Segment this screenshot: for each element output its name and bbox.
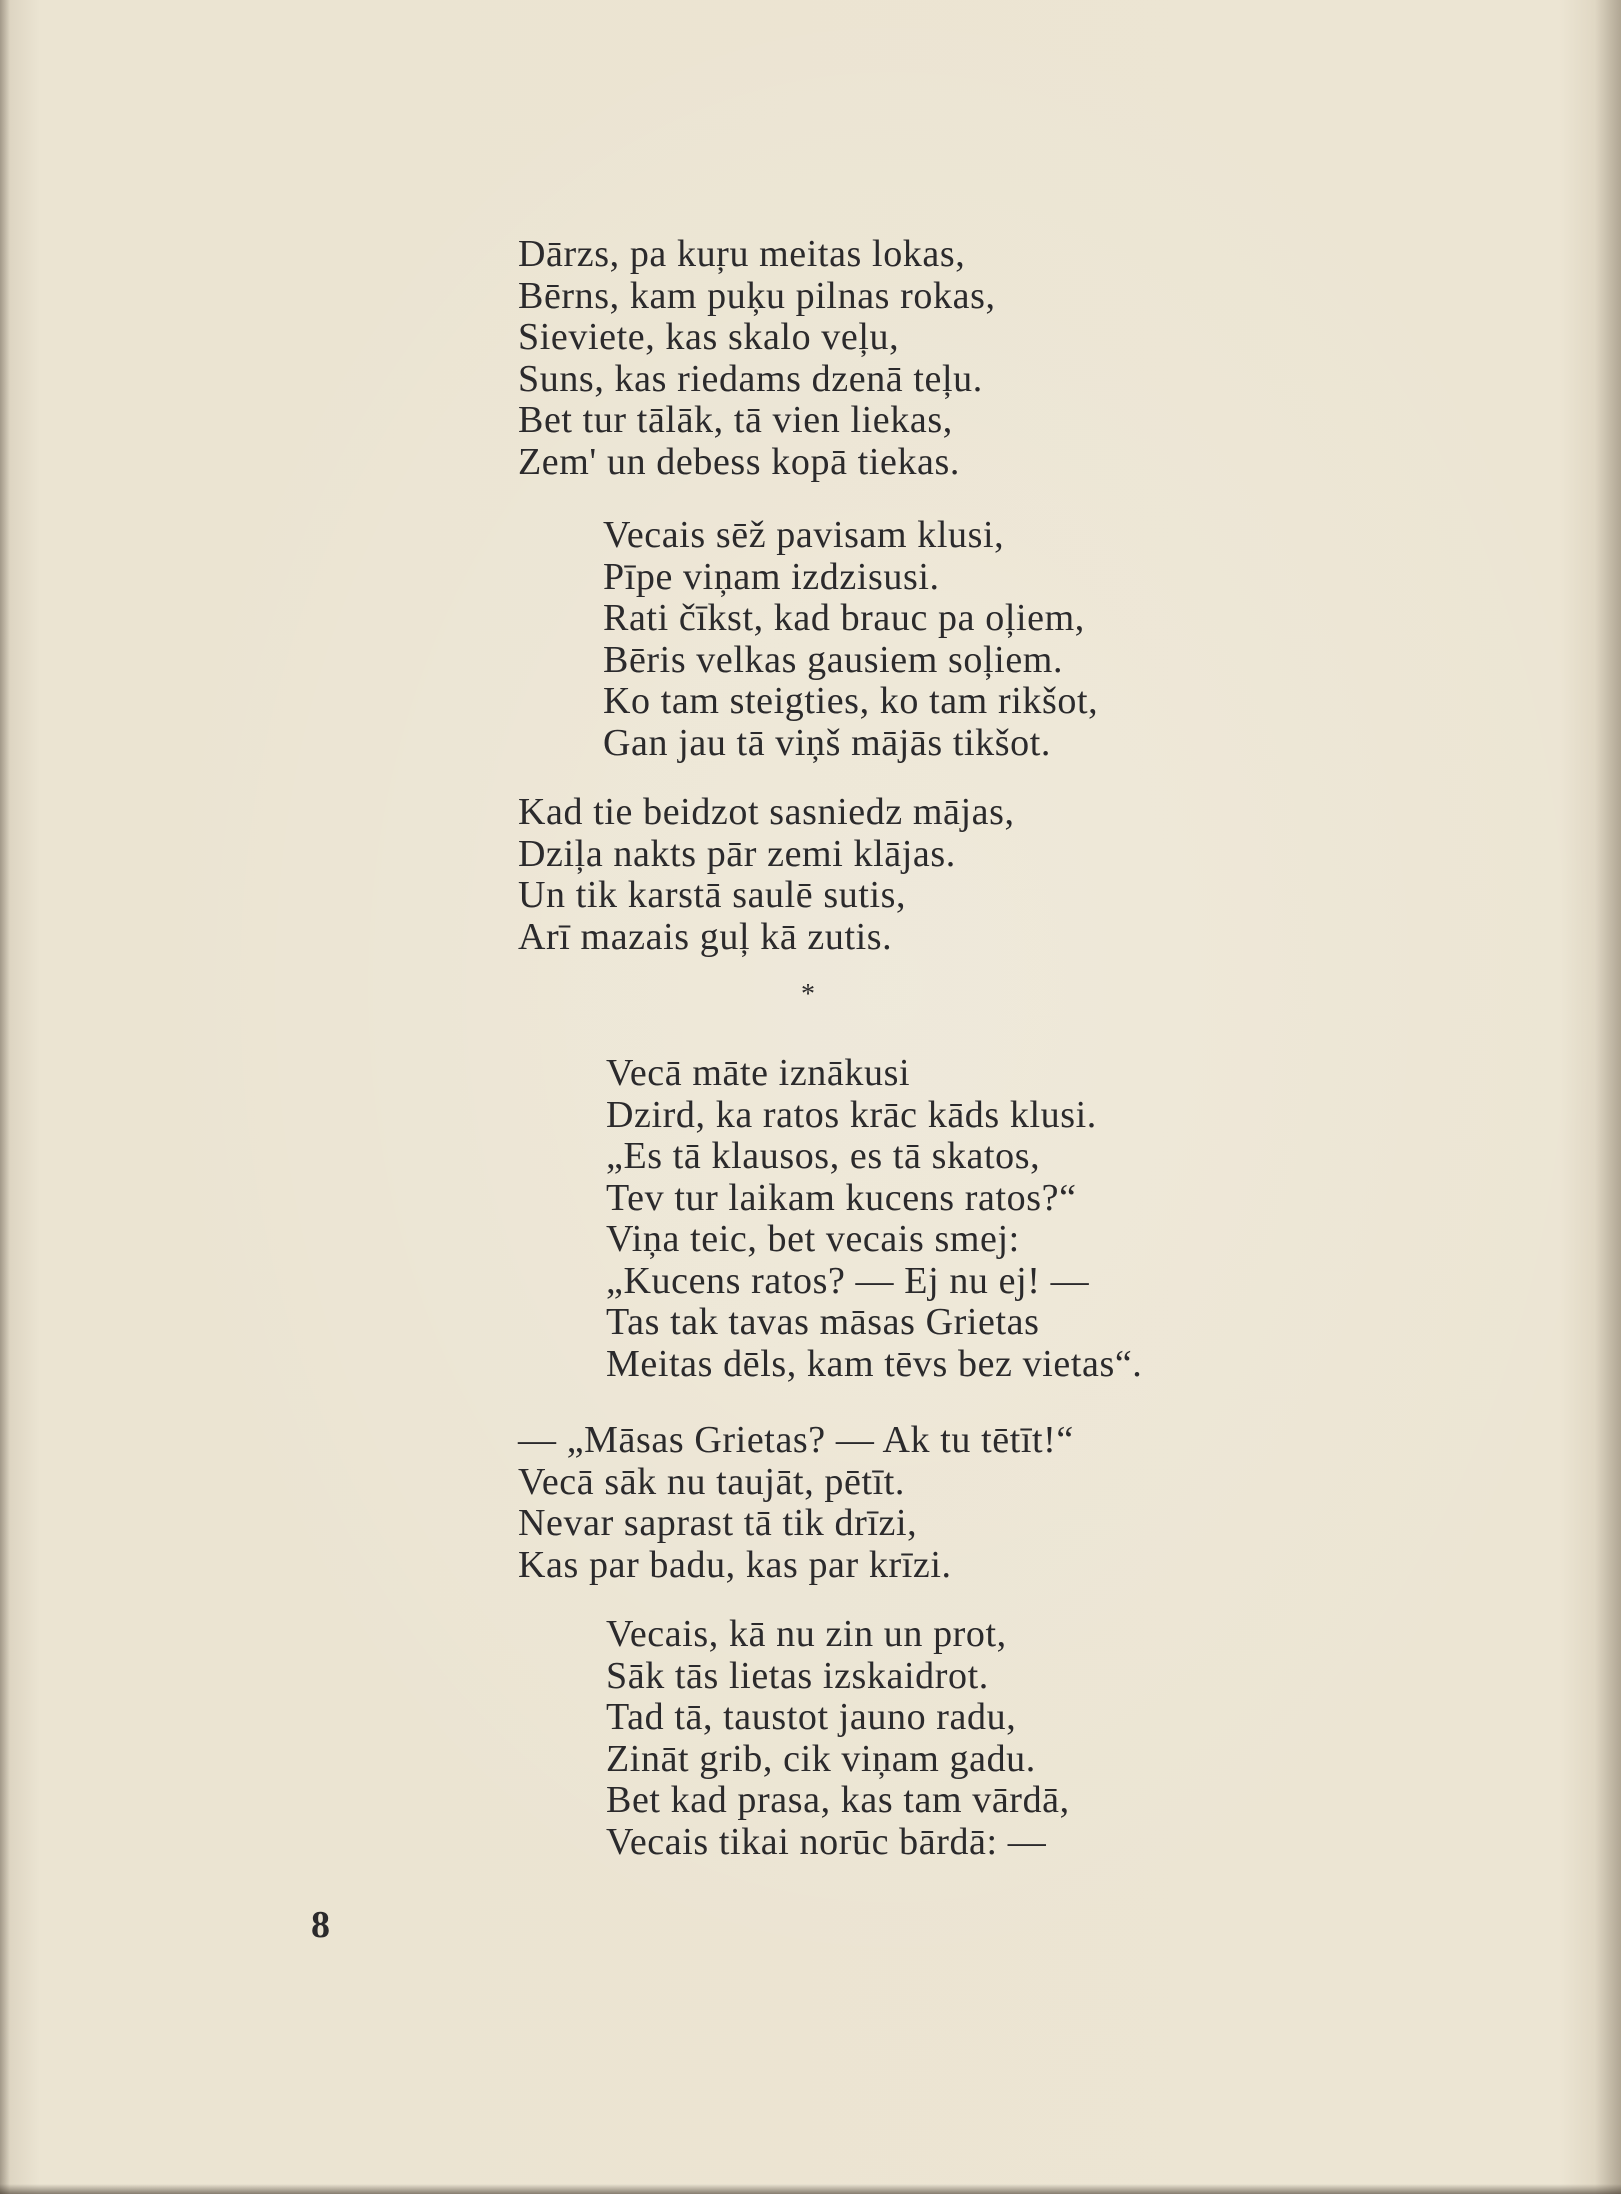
poem-line: Tev tur laikam kucens ratos?“: [606, 1176, 1077, 1219]
poem-line: Un tik karstā saulē sutis,: [518, 874, 907, 916]
poem-line: „Es tā klausos, es tā skatos,: [606, 1135, 1041, 1177]
poem-line: Kas par badu, kas par krīzi.: [518, 1543, 952, 1586]
poem-line: Zināt grib, cik viņam gadu.: [606, 1737, 1036, 1780]
poem-stanza-5: [518, 1420, 1074, 1586]
poem-line: Tas tak tavas māsas Grietas: [606, 1301, 1040, 1343]
poem-line: Zem' un debess kopā tiekas.: [518, 440, 960, 483]
poem-line: Kad tie beidzot sasniedz mājas,: [518, 791, 1015, 833]
page-left-edge-shadow: [0, 0, 10, 2194]
poem-line: Pīpe viņam izdzisusi.: [603, 555, 940, 598]
poem-line: Vecais sēž pavisam klusi,: [603, 514, 1005, 556]
poem-stanza-6: [606, 1614, 1070, 1863]
poem-line: Nevar saprast tā tik drīzi,: [518, 1502, 918, 1544]
poem-line: Arī mazais guļ kā zutis.: [518, 915, 893, 958]
poem-line: Dārzs, pa kuŗu meitas lokas,: [518, 233, 966, 275]
poem-line: — „Māsas Grietas? — Ak tu tētīt!“: [518, 1419, 1074, 1461]
poem-line: Rati čīkst, kad brauc pa oļiem,: [603, 597, 1085, 639]
poem-line: Suns, kas riedams dzenā teļu.: [518, 357, 983, 400]
poem-line: „Kucens ratos? — Ej nu ej! —: [606, 1259, 1090, 1302]
poem-line: Dzird, ka ratos krāc kāds klusi.: [606, 1093, 1097, 1136]
poem-line: Vecā sāk nu taujāt, pētīt.: [518, 1460, 906, 1503]
poem-line: Vecais, kā nu zin un prot,: [606, 1613, 1007, 1655]
poem-line: Meitas dēls, kam tēvs bez vietas“.: [606, 1342, 1143, 1385]
page-right-edge-shadow: [1595, 0, 1621, 2194]
poem-line: Viņa teic, bet vecais smej:: [606, 1218, 1020, 1260]
poem-line: Gan jau tā viņš mājās tikšot.: [603, 721, 1051, 764]
poem-line: Bērns, kam puķu pilnas rokas,: [518, 274, 996, 317]
poem-stanza-1: [518, 234, 996, 483]
poem-stanza-2: [603, 515, 1098, 764]
poem-line: Bet kad prasa, kas tam vārdā,: [606, 1779, 1070, 1821]
poem-line: Tad tā, taustot jauno radu,: [606, 1696, 1017, 1738]
poem-stanza-4: [606, 1053, 1142, 1385]
poem-line: Dziļa nakts pār zemi klājas.: [518, 832, 956, 875]
poem-line: Bet tur tālāk, tā vien liekas,: [518, 399, 953, 441]
poem-line: Ko tam steigties, ko tam rikšot,: [603, 680, 1099, 722]
page-bottom-edge-shadow: [0, 2184, 1621, 2194]
poem-line: Vecā māte iznākusi: [606, 1052, 911, 1094]
poem-line: Sieviete, kas skalo veļu,: [518, 316, 900, 358]
page-number: 8: [311, 1904, 330, 1946]
poem-line: Sāk tās lietas izskaidrot.: [606, 1654, 989, 1697]
poem-line: Bēris velkas gausiem soļiem.: [603, 638, 1064, 681]
section-separator: *: [801, 979, 815, 1010]
poem-line: Vecais tikai norūc bārdā: —: [606, 1820, 1047, 1863]
poem-stanza-3: [518, 792, 1015, 958]
